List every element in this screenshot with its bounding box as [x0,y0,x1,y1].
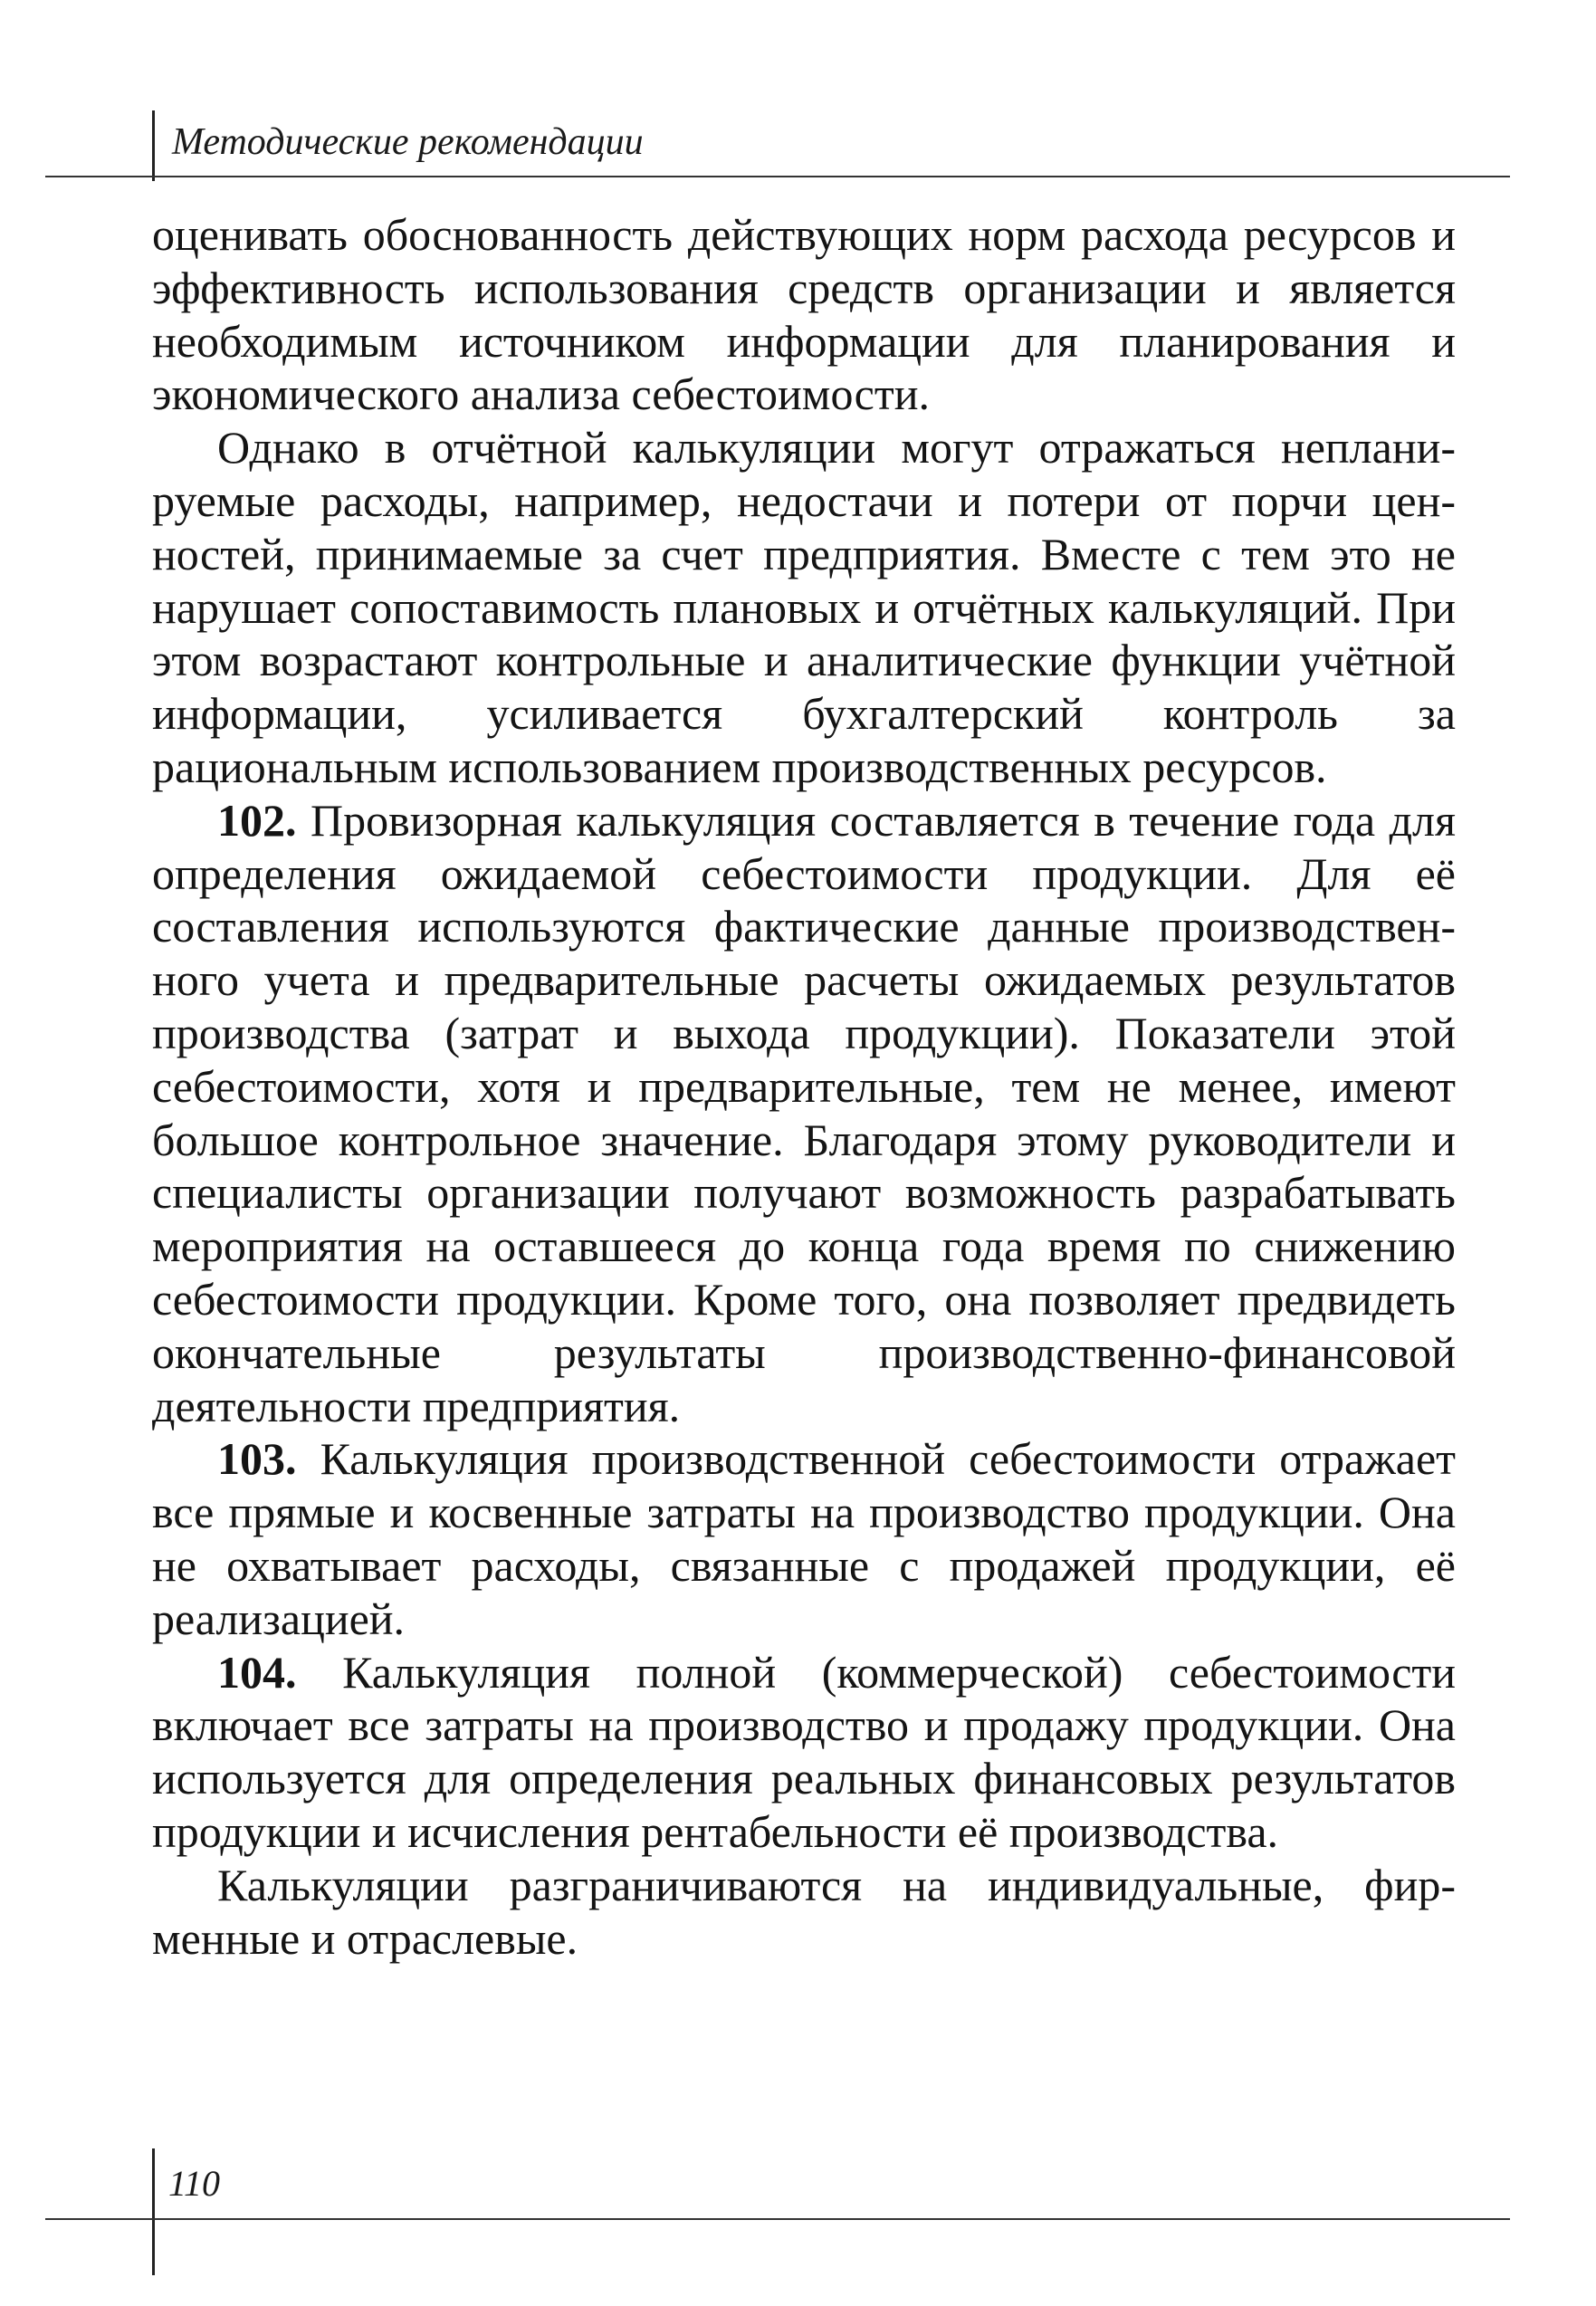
paragraph-text: Калькуляция полной (коммерческой) себестоимости включает все затраты на производство и продажу продукции. Она используется для определения реальных финансовых результатов продукции и исчисления рентабельности её производства. [152,1646,1457,1857]
running-title: Методические рекомендации [172,121,644,163]
header-left-tick [152,110,155,181]
paragraph-number: 102. [217,794,297,846]
paragraph-number: 103. [217,1433,297,1485]
paragraph-104 [152,1646,1456,1859]
paragraph [152,1859,1456,1966]
paragraph-continuation [152,208,1456,421]
footer-rule [45,2218,1510,2220]
paragraph [152,421,1456,794]
header-rule [45,176,1510,177]
footer-left-tick [152,2148,155,2275]
paragraph-text: Калькуляции разграничиваются на индивидуальные, фирменные и отраслевые. [152,1859,1456,1964]
paragraph-102 [152,794,1456,1433]
paragraph-103 [152,1432,1456,1645]
body-text [152,208,1456,1965]
paragraph-text: Калькуляция производственной себестоимости отражает все прямые и косвенные затраты на производство продукции. Она не охватывает расходы, связанные с продажей продукции, её реализацией. [152,1433,1457,1644]
paragraph-text: оценивать обоснованность действующих норм расхода ресурсов и эффективность использования средств организации и является необходимым источником информации для планирования и экономического анализа себестоимости. [152,209,1456,420]
paragraph-text: Провизорная калькуляция составляется в течение года для определения ожидаемой себестоимости продукции. Для её составления используются фактические данные производственного учета и предварительные расчеты ожидаемых результатов производства (затрат и выхода продукции). Показатели этой себестоимости, хотя и предварительные, тем не менее, имеют большое контрольное значение. Благодаря этому руководители и специалисты организации получают возможность разрабатывать мероприятия на оставшееся до конца года время по снижению себестоимости продукции. Кроме того, она позволяет предвидеть окончательные результаты производственно-финансовой деятельности предприятия. [152,794,1457,1431]
paragraph-text: Однако в отчётной калькуляции могут отражаться непланируемые расходы, например, недостачи и потери от порчи ценностей, принимаемые за счет предприятия. Вместе с тем это не нарушает сопоставимость плановых и отчётных калькуляций. При этом возрастают контрольные и аналитические функции учётной информации, усиливается бухгалтерский контроль за рациональным использованием производственных ресурсов. [152,422,1456,792]
paragraph-number: 104. [217,1646,297,1698]
page-number: 110 [168,2163,221,2204]
